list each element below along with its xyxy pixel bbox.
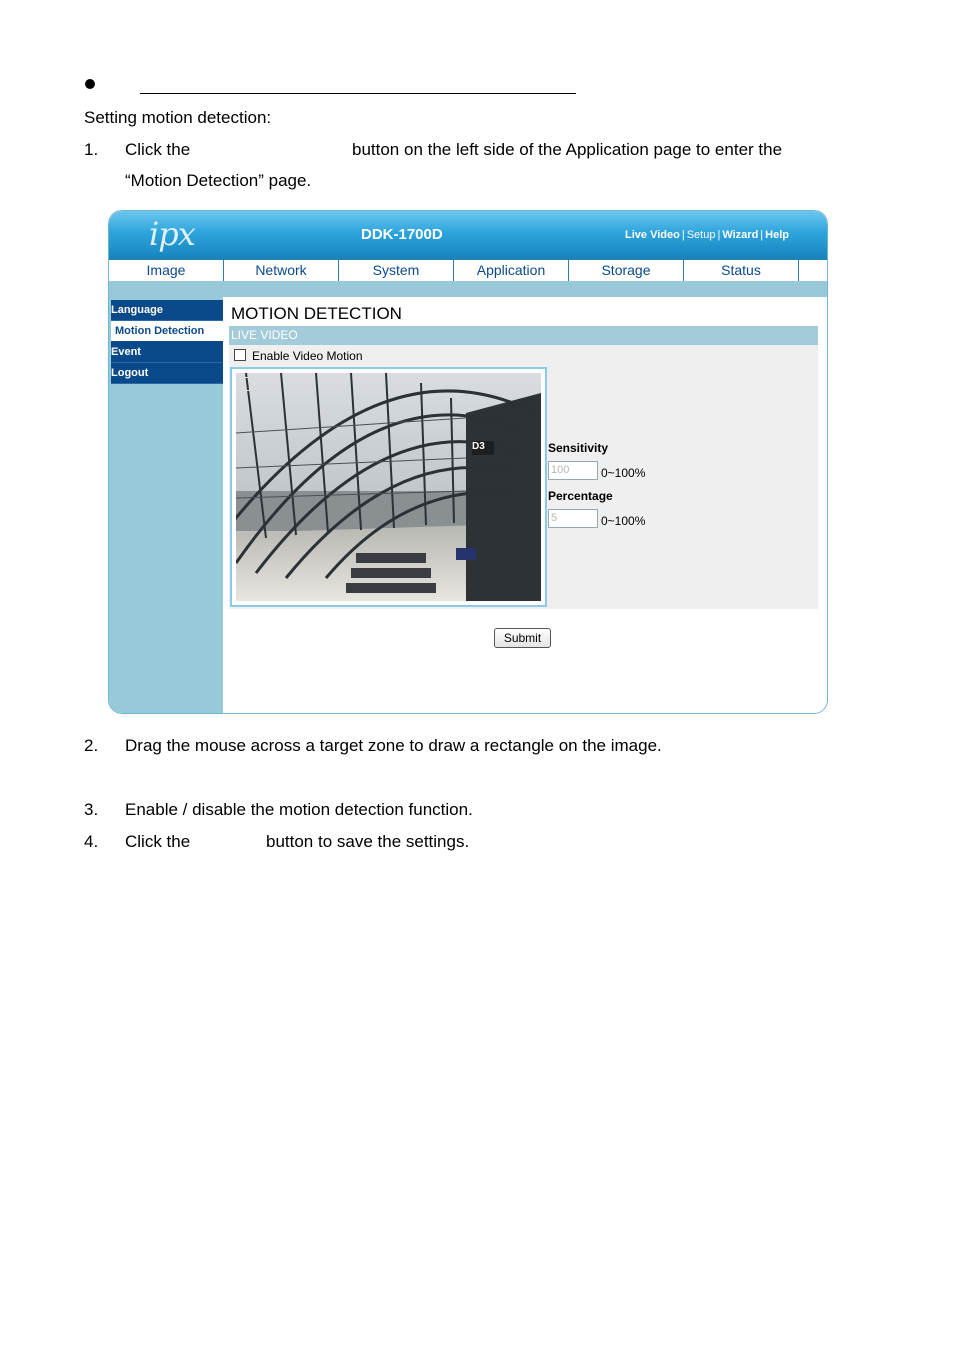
motion-panel (229, 345, 818, 609)
sidebar-item-logout[interactable]: Logout (111, 363, 223, 384)
step-3-text: Enable / disable the motion detection function. (125, 800, 473, 819)
live-video-link[interactable]: Live Video (625, 229, 680, 241)
intro-text: Setting motion detection: (84, 108, 272, 127)
sensitivity-range: 0~100% (601, 466, 646, 480)
detection-zone-rectangle[interactable] (242, 377, 251, 391)
step-4-after: button to save the settings. (266, 832, 470, 851)
tab-system[interactable]: System (339, 260, 454, 281)
tab-storage[interactable]: Storage (569, 260, 684, 281)
header-bar (109, 211, 827, 259)
enable-row (234, 349, 363, 363)
model-name: DDK-1700D (361, 226, 443, 243)
sidebar (109, 297, 223, 713)
setup-link[interactable]: Setup (686, 229, 716, 241)
bullet-icon (85, 79, 95, 89)
percentage-range: 0~100% (601, 514, 646, 528)
wizard-link[interactable]: Wizard (722, 229, 759, 241)
step-2-number: 2. (84, 736, 99, 755)
subnav-strip (109, 281, 827, 297)
heading-underline (140, 93, 576, 94)
live-video-image[interactable] (236, 373, 541, 601)
nav-tabs (109, 259, 827, 282)
page-title: MOTION DETECTION (231, 304, 402, 323)
sidebar-menu (111, 300, 223, 384)
tab-application[interactable]: Application (454, 260, 569, 281)
sensitivity-label: Sensitivity (548, 441, 609, 455)
enable-video-motion-checkbox[interactable] (234, 349, 246, 361)
live-video-frame (230, 367, 547, 607)
enable-video-motion-label: Enable Video Motion (252, 349, 363, 363)
step-2-text: Drag the mouse across a target zone to draw a rectangle on the image. (125, 736, 662, 755)
app-screenshot (108, 210, 828, 714)
tab-image[interactable]: Image (109, 260, 224, 281)
step-3-number: 3. (84, 800, 99, 819)
percentage-input[interactable]: 5 (548, 509, 598, 528)
submit-button[interactable]: Submit (494, 628, 551, 648)
top-links: Live Video | Setup | Wizard | Help (625, 229, 789, 241)
gate-sign: D3 (472, 441, 485, 452)
step-4-before: Click the (125, 832, 191, 851)
percentage-label: Percentage (548, 489, 613, 503)
tab-status[interactable]: Status (684, 260, 799, 281)
sensitivity-input[interactable]: 100 (548, 461, 598, 480)
step-1-before: Click the (125, 140, 191, 159)
step-1-after: button on the left side of the Application page to enter the (352, 140, 783, 159)
step-4-number: 4. (84, 832, 99, 851)
main-content (223, 297, 827, 713)
sidebar-item-event[interactable]: Event (111, 342, 223, 363)
help-link[interactable]: Help (765, 229, 789, 241)
sidebar-item-motion-detection[interactable]: Motion Detection (111, 321, 223, 342)
step-1-continued: “Motion Detection” page. (125, 171, 312, 190)
sidebar-item-language[interactable]: Language (111, 300, 223, 321)
section-header: LIVE VIDEO (229, 326, 818, 345)
step-1-number: 1. (84, 140, 99, 159)
tab-network[interactable]: Network (224, 260, 339, 281)
ipx-logo: ipx (149, 215, 195, 253)
